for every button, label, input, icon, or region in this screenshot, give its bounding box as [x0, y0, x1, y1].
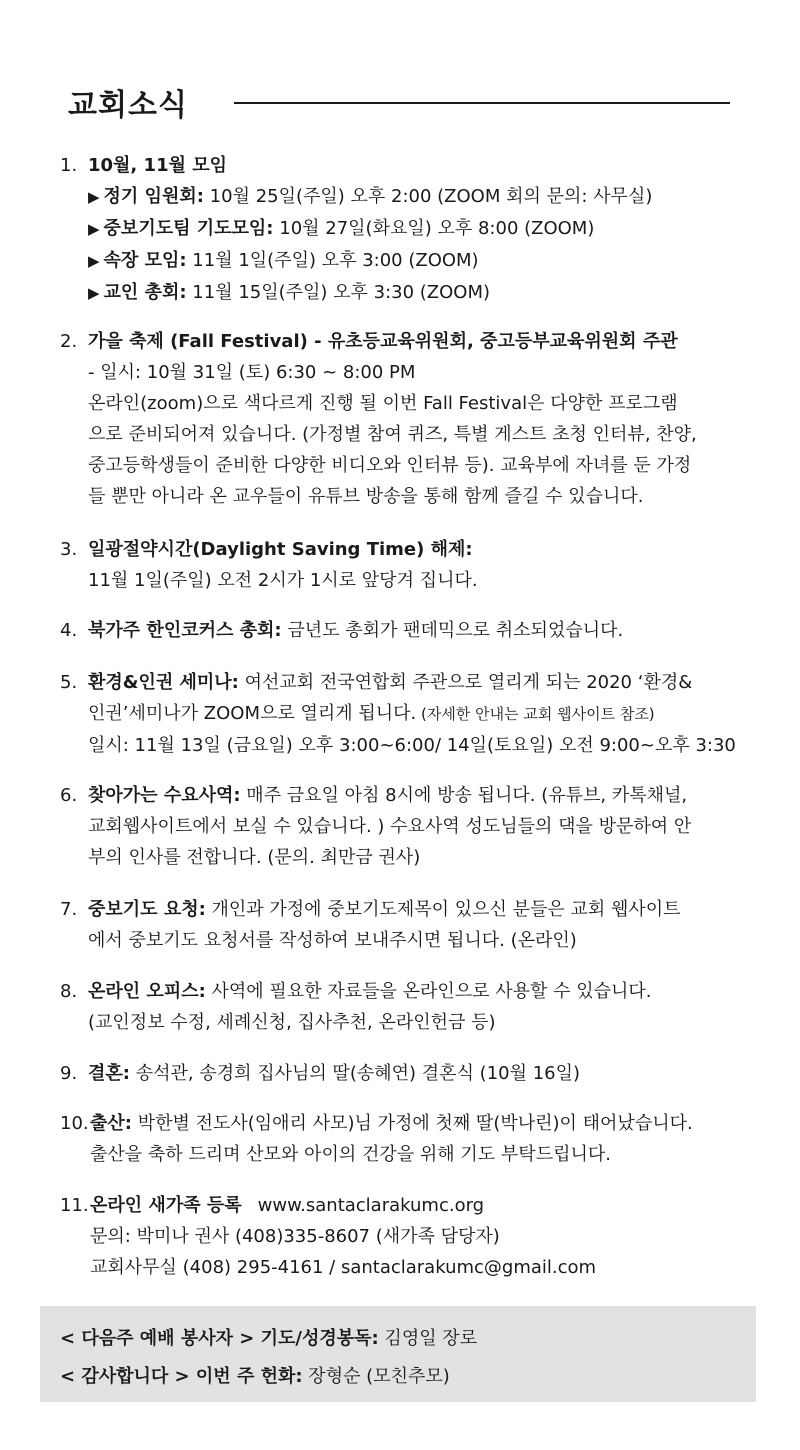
item-text-line: 교회웹사이트에서 보실 수 있습니다. ) 수요사역 성도님들의 댁을 방문하여 안: [88, 816, 692, 837]
meeting-label: 중보기도팀 기도모임:: [103, 218, 274, 239]
news-item-10: [60, 1108, 760, 1170]
contact-line: 교회사무실 (408) 295-4161 / santaclarakumc@gmail.com: [90, 1257, 597, 1278]
contact-line: 문의: 박미나 권사 (408)335-8607 (새가족 담당자): [90, 1226, 500, 1247]
news-item-2: [60, 326, 760, 512]
item-number: 3.: [60, 539, 78, 560]
triangle-bullet-icon: ▶: [88, 220, 100, 238]
news-item-5: [60, 667, 760, 761]
footer-row-thanks: [60, 1362, 450, 1388]
item-text-line: 온라인(zoom)으로 색다르게 진행 될 이번 Fall Festival은 다양한 프로그램: [88, 393, 678, 414]
triangle-bullet-icon: ▶: [88, 188, 100, 206]
meeting-row: [88, 277, 760, 309]
item-text: 여선교회 전국연합회 주관으로 열리게 되는 2020 ‘환경&: [238, 672, 693, 693]
item-text-line: 출산을 축하 드리며 산모와 아이의 건강을 위해 기도 부탁드립니다.: [90, 1144, 611, 1165]
footer-value: 장형순 (모친추모): [302, 1366, 450, 1387]
footer-value: 김영일 장로: [378, 1328, 478, 1349]
triangle-bullet-icon: ▶: [88, 284, 100, 302]
footer-row-volunteers: [60, 1324, 477, 1350]
item-heading: 출산:: [90, 1113, 132, 1134]
item-heading: 중보기도 요청:: [88, 899, 206, 920]
news-item-4: [60, 615, 760, 646]
item-text-line: 11월 1일(주일) 오전 2시가 1시로 앞당겨 집니다.: [88, 570, 478, 591]
meeting-text: 10월 27일(화요일) 오후 8:00 (ZOOM): [273, 218, 595, 239]
item-text: 금년도 총회가 팬데믹으로 취소되었습니다.: [281, 620, 624, 641]
item-number: 11.: [60, 1195, 89, 1216]
meeting-text: 11월 1일(주일) 오후 3:00 (ZOOM): [186, 250, 479, 271]
meeting-row: [88, 245, 760, 277]
item-heading: 온라인 새가족 등록: [90, 1195, 242, 1216]
item-heading: 결혼:: [88, 1063, 130, 1084]
item-text-line: 중고등학생들이 준비한 다양한 비디오와 인터뷰 등). 교육부에 자녀를 둔 가정: [88, 455, 692, 476]
item-number: 1.: [60, 155, 78, 176]
footer-label: < 감사합니다 > 이번 주 헌화:: [60, 1366, 303, 1387]
meeting-label: 속장 모임:: [103, 250, 187, 271]
meeting-row: [88, 213, 760, 245]
news-item-6: [60, 780, 760, 873]
news-item-11: [60, 1190, 760, 1283]
page-header: [68, 78, 730, 126]
item-heading: 찾아가는 수요사역:: [88, 785, 241, 806]
volunteer-footer: [40, 1306, 756, 1402]
item-heading: 일광절약시간(Daylight Saving Time) 해제:: [88, 539, 473, 560]
news-item-7: [60, 894, 760, 956]
meeting-label: 정기 임원회:: [103, 186, 204, 207]
item-number: 9.: [60, 1063, 78, 1084]
item-text: 매주 금요일 아침 8시에 방송 됩니다. (유튜브, 카톡채널,: [240, 785, 688, 806]
item-text: 박한별 전도사(임애리 사모)님 가정에 첫째 딸(박나린)이 태어났습니다.: [131, 1113, 693, 1134]
item-text: 사역에 필요한 자료들을 온라인으로 사용할 수 있습니다.: [205, 981, 652, 1002]
news-item-1: [60, 150, 760, 309]
item-number: 2.: [60, 331, 78, 352]
item-number: 8.: [60, 981, 78, 1002]
header-rule: [234, 102, 730, 104]
item-heading: 10월, 11월 모임: [88, 155, 228, 176]
item-text: 송석관, 송경희 집사님의 딸(송혜연) 결혼식 (10월 16일): [129, 1063, 581, 1084]
item-text-line: 인권’세미나가 ZOOM으로 열리게 됩니다.: [88, 703, 417, 724]
news-item-9: [60, 1058, 760, 1089]
item-text-line: 부의 인사를 전합니다. (문의. 최만금 권사): [88, 847, 421, 868]
item-number: 4.: [60, 620, 78, 641]
triangle-bullet-icon: ▶: [88, 252, 100, 270]
item-text-line: 들 뿐만 아니라 온 교우들이 유튜브 방송을 통해 함께 즐길 수 있습니다.: [88, 486, 644, 507]
footer-label: < 다음주 예배 봉사자 > 기도/성경봉독:: [60, 1328, 379, 1349]
meeting-text: 10월 25일(주일) 오후 2:00 (ZOOM 회의 문의: 사무실): [203, 186, 653, 207]
meeting-row: [88, 181, 760, 213]
meeting-text: 11월 15일(주일) 오후 3:30 (ZOOM): [186, 282, 491, 303]
item-text: 개인과 가정에 중보기도제목이 있으신 분들은 교회 웹사이트: [205, 899, 681, 920]
website-link[interactable]: www.santaclarakumc.org: [257, 1195, 485, 1216]
page-title: 교회소식: [68, 88, 188, 123]
news-item-8: [60, 976, 760, 1038]
item-number: 6.: [60, 785, 78, 806]
item-number: 5.: [60, 672, 78, 693]
item-heading: 온라인 오피스:: [88, 981, 206, 1002]
seminar-schedule: 일시: 11월 13일 (금요일) 오후 3:00~6:00/ 14일(토요일) 오전 9:00~오후 3:30: [88, 735, 736, 756]
item-heading: 환경&인권 세미나:: [88, 672, 239, 693]
item-text-line: 에서 중보기도 요청서를 작성하여 보내주시면 됩니다. (온라인): [88, 930, 577, 951]
item-number: 7.: [60, 899, 78, 920]
event-date: - 일시: 10월 31일 (토) 6:30 ~ 8:00 PM: [88, 362, 416, 383]
meeting-label: 교인 총회:: [103, 282, 187, 303]
item-heading: 가을 축제 (Fall Festival) - 유초등교육위원회, 중고등부교육위원회 주관: [88, 331, 678, 352]
news-item-3: [60, 534, 760, 596]
item-note: (자세한 안내는 교회 웹사이트 참조): [416, 705, 655, 723]
item-number: 10.: [60, 1113, 89, 1134]
item-heading: 북가주 한인코커스 총회:: [88, 620, 282, 641]
item-text-line: (교인정보 수정, 세례신청, 집사추천, 온라인헌금 등): [88, 1012, 496, 1033]
item-text-line: 으로 준비되어져 있습니다. (가정별 참여 퀴즈, 특별 게스트 초청 인터뷰, 찬양,: [88, 424, 697, 445]
